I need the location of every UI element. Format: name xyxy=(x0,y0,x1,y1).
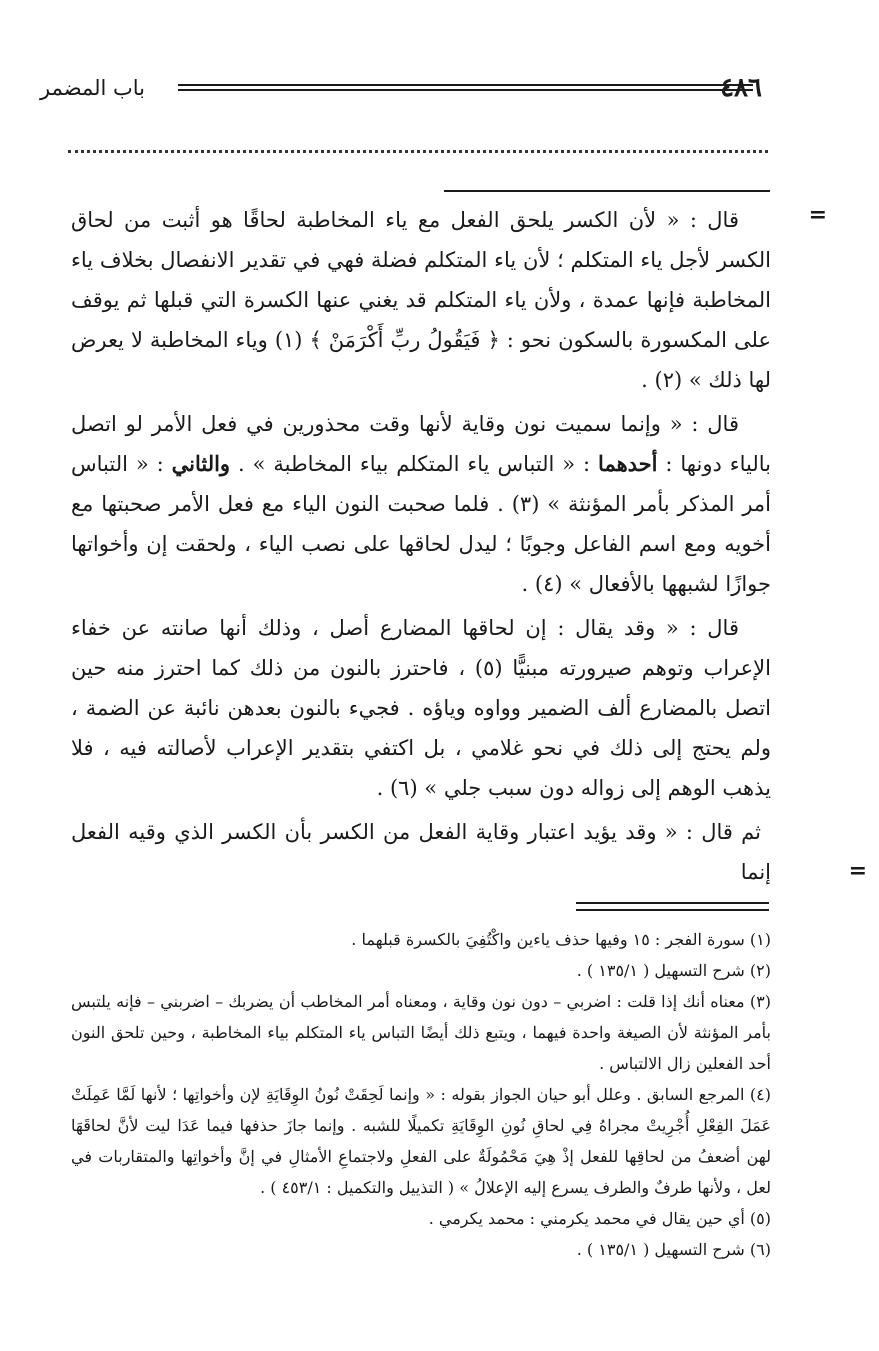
continuation-mark: = xyxy=(808,202,827,228)
footnote: (٥) أي حين يقال في محمد يكرمني : محمد يكرمي . xyxy=(428,1209,771,1228)
text-run: : « التباس ياء المتكلم بياء المخاطبة » . xyxy=(230,452,599,476)
text-run: قال : « وإنما سميت نون وقاية لأنها وقت محذورين في فعل الأمر لو اتصل بالياء دونها : xyxy=(71,412,771,476)
dotted-separator xyxy=(68,150,768,153)
paragraph xyxy=(71,608,771,808)
chapter-title: باب المضمر xyxy=(40,76,145,100)
page-number: ٤٨٦ xyxy=(720,73,762,103)
bold-term: أحدهما xyxy=(598,451,658,476)
header-rule xyxy=(178,84,753,86)
paragraph xyxy=(71,812,771,892)
footnote-rule xyxy=(576,902,769,904)
footnote: (٦) شرح التسهيل ( ١٣٥/١ ) . xyxy=(576,1240,771,1259)
footnote: (٣) معناه أنك إذا قلت : اضربي – دون نون وقاية ، ومعناه أمر المخاطب أن يضربك – اضربني – فإنه يلتبس بأمر المؤنثة لأن الصيغة واحدة فيهما ، ويتبع ذلك أيضًا التباس ياء المتكلم بياء المخاطبة ، وحين تلحق النون أحد الفعلين زال الالتباس . xyxy=(71,992,771,1073)
text-run: ثم قال : « وقد يؤيد اعتبار وقاية الفعل من الكسر بأن الكسر الذي وقيه الفعل إنما xyxy=(71,820,771,884)
continuation-rule xyxy=(444,190,770,192)
text-run: قال : « وقد يقال : إن لحاقها المضارع أصل ، وذلك أنها صانته عن خفاء الإعراب وتوهم صيرورته مبنيًّا (٥) ، فاحترز بالنون من ذلك كما احترز منه حين اتصل بالمضارع ألف الضمير وواوه وياؤه . فجيء بالنون بعدهن نائبة عن الضمة ، ولم يحتج إلى ذلك في نحو غلامي ، بل اكتفي بتقدير الإعراب لأصالته فيه ، فلا يذهب الوهم إلى زواله دون سبب جلي » (٦) . xyxy=(71,616,771,800)
footnote: (٤) المرجع السابق . وعلل أبو حيان الجواز بقوله : « وإنما لَحِقَتْ نُونُ الوِقَايَةِ لإن وأخواتِها ؛ لأنها لَمَّا عَمِلَتْ عَمَلَ الفِعْلِ أُجْرِيتْ مجراهُ فِي لحاقِ نُونِ الوِقَايَةِ تكميلًا للشبه . وإنما جازَ حذفها فيما عَدَا ليت لأنَّ لحاقَهَا لهن أضعفُ من لحاقِها للفعل إذْ هِيَ مَحْمُولَةٌ على الفعلِ ولاجتماعِ الأمثالِ في إنَّ وأخواتِها والمتقاربات في لعل ، ولأنها طرفٌ والطرف يسرع إليه الإعلالُ » ( التذييل والتكميل : ٤٥٣/١ ) . xyxy=(71,1085,771,1197)
paragraph xyxy=(71,200,771,400)
paragraph xyxy=(71,404,771,604)
text-run: قال : « لأن الكسر يلحق الفعل مع ياء المخاطبة لحاقًا هو أثبت من لحاق الكسر لأجل ياء المتكلم ؛ لأن ياء المتكلم فضلة فهي في تقدير الانفصال بخلاف ياء المخاطبة فإنها عمدة ، ولأن ياء المتكلم قد يغني عنها الكسرة التي قبلها ثم يوقف على المكسورة بالسكون نحو : ﴿ فَيَقُولُ ربِّ أَكْرَمَنْ ﴾ (١) وياء المخاطبة لا يعرض لها ذلك » (٢) . xyxy=(71,208,771,392)
page-header xyxy=(40,68,790,108)
footnote-rule xyxy=(576,909,769,911)
continuation-mark: = xyxy=(848,858,867,884)
footnote: (٢) شرح التسهيل ( ١٣٥/١ ) . xyxy=(576,961,771,980)
main-text xyxy=(71,200,771,896)
footnote: (١) سورة الفجر : ١٥ وفيها حذف ياءين واكْتُفِيَ بالكسرة قبلهما . xyxy=(351,930,771,949)
text-run: : « التباس أمر المذكر بأمر المؤنثة » (٣) . فلما صحبت النون الياء مع فعل الأمر صحبتها مع أخويه ومع اسم الفاعل وجوبًا ؛ ليدل لحاقها على نصب الياء ، ولحقت إن وأخواتها جوازًا لشبهها بالأفعال » (٤) . xyxy=(71,452,772,596)
header-rule xyxy=(178,89,753,91)
footnotes xyxy=(71,924,771,1265)
bold-term: والثاني xyxy=(171,451,231,476)
